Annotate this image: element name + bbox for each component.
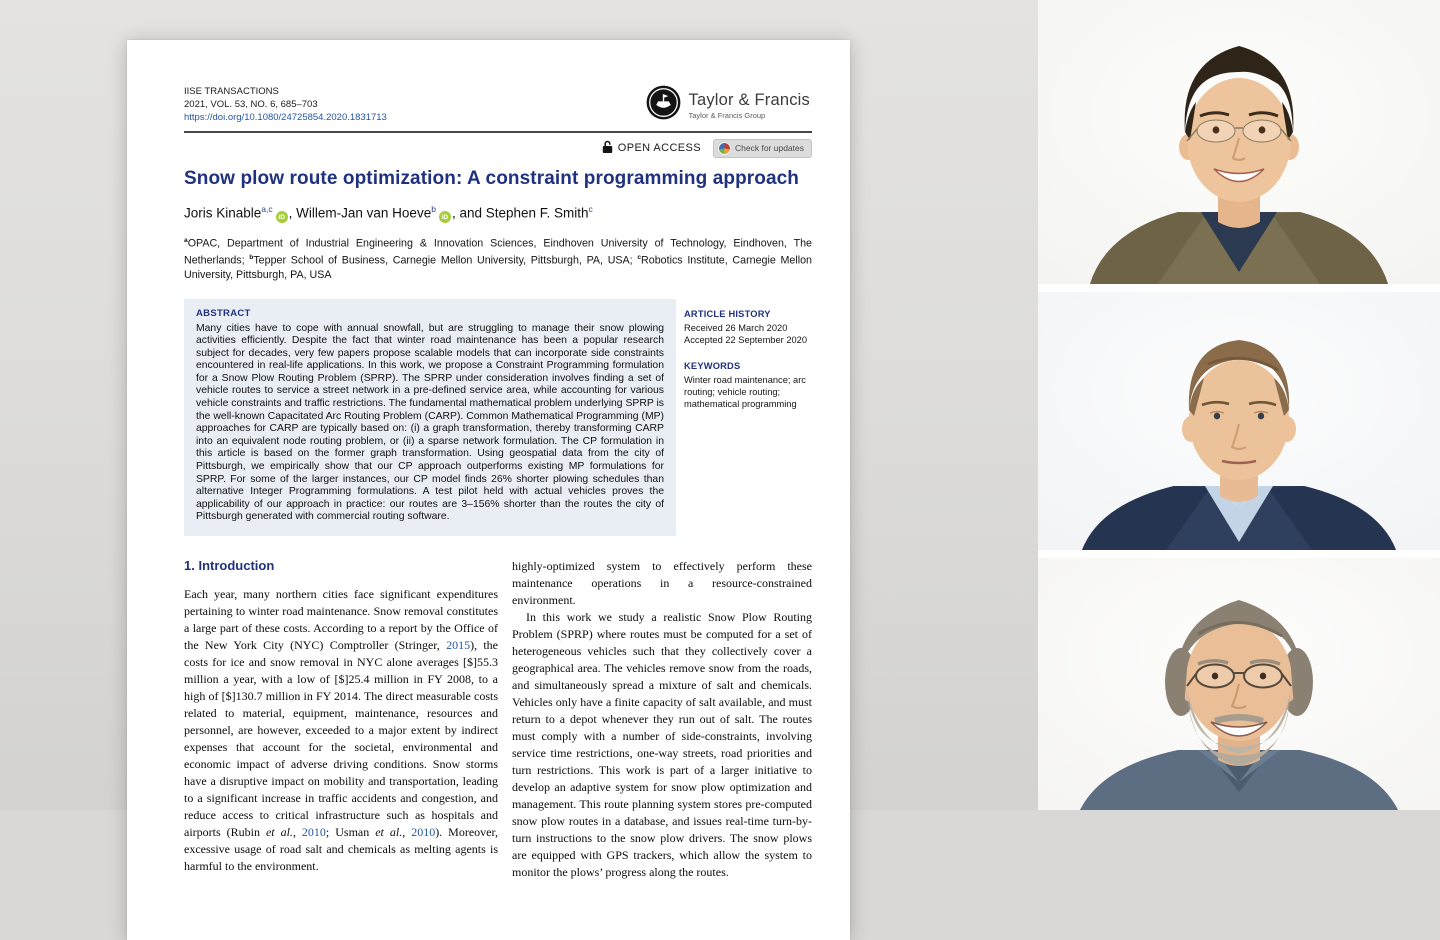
doi-link[interactable]: https://doi.org/10.1080/24725854.2020.1831713 [184,112,387,123]
article-history-heading: ARTICLE HISTORY [684,308,771,319]
article-history-dates [684,322,812,346]
orcid-icon[interactable]: iD [276,211,288,223]
author-photo-smith [1038,558,1440,810]
publisher-group: Taylor & Francis Group [688,110,766,120]
publisher-name: Taylor & Francis [688,90,810,109]
taylor-francis-logo [646,85,810,125]
right-column [512,558,812,881]
intro-paragraph-right-2: In this work we study a realistic Snow Plow Routing Problem (SPRP) where routes must be computed for a set of heterogeneous vehicles such that they collectively cover a geographical area. The vehicles remove snow from the roads, and simultaneously spread a mixture of salt and chemicals. Vehicles only have a finite capacity of salt available, and must return to a depot whenever they run out of salt. The routes must comply with a number of side-constraints, involving service time restrictions, one-way streets, road priorities and turn restrictions. This work is part of a larger initiative to develop an adaptive system for snow plow optimization and management. This route planning system stores pre-computed snow plow routes in a database, and issues real-time turn-by-turn instructions to the snow plow drivers. The snow plows are equipped with GPS trackers, which allow the system to monitor the plows’ progress along the routes. [512,610,812,880]
author-photos [1038,0,1440,810]
author-1-affil-sup: a,c [261,204,273,214]
journal-issue: 2021, VOL. 53, NO. 6, 685–703 [184,99,318,110]
portrait-1-illustration [1038,0,1440,284]
journal-info [184,85,387,124]
author-line [184,204,812,223]
intro-paragraph-left: Each year, many northern cities face significant expenditures pertaining to winter road maintenance. Snow removal constitutes a large part of these costs. According to a report by the Office of the New York City (NYC) Comptroller (Stringer, 2015), the costs for ice and snow removal in NYC alone averages [$]55.3 million a year, with a low of [$]25.4 million in FY 2008, to a high of [$]130.7 million in FY 2014. The direct measurable costs related to material, equipment, maintenance, resources and personnel, are however, exceeded to a major extent by indirect expenses that account for the societal, environmental and economic impact of adverse driving conditions. Snow storms have a disruptive impact on mobility and transportation, leading to a significant increase in traffic accidents and congestion, and reduce access to critical infrastructure such as hospitals and airports (Rubin et al., 2010; Usman et al., 2010). Moreover, excessive usage of road salt and chemicals as melting agents is harmful to the environment. [184,587,499,874]
page-header [184,85,812,125]
author-separator: , [288,205,297,221]
keywords-heading: KEYWORDS [684,360,741,371]
check-updates-label: Check for updates [735,143,804,153]
accepted-date: Accepted 22 September 2020 [684,334,808,345]
orcid-icon[interactable]: iD [439,211,451,223]
body-columns [184,558,812,881]
author-2-affil-sup: b [431,204,436,214]
article-title: Snow plow route optimization: A constraint programming approach [184,168,800,189]
open-access-label: OPEN ACCESS [617,142,702,154]
keywords-text: Winter road maintenance; arc routing; vehicle routing; mathematical programming [684,374,806,409]
abstract-row [184,299,812,537]
affiliations: $^a$OPAC, Department of Industrial Engineering & Innovation Sciences, Eindhoven University of Technology, Eindhoven, The Netherlands; $^b$Tepper School of Business, Carnegie Mellon University, Pittsburgh, PA, USA; $^c$Robotics Institute, Carnegie Mellon University, Pittsburgh, PA, USA [184,237,812,281]
author-3-affil-sup: c [588,204,593,214]
article-page [127,40,850,940]
author-photo-kinable [1038,0,1440,284]
open-lock-icon [602,140,613,157]
portrait-2-illustration [1038,292,1440,550]
open-access-badge [602,140,701,157]
abstract-box [184,299,676,537]
publisher-logo-icon [646,85,681,125]
left-column [184,558,498,881]
portrait-3-illustration [1038,558,1440,810]
author-separator: , and [451,205,486,221]
article-meta-sidebar [684,299,812,537]
abstract-heading: ABSTRACT [196,307,251,319]
intro-paragraph-right-1: highly-optimized system to effectively perform these maintenance operations in a resource-constrained environment. [512,559,812,608]
publisher-wordmark [689,91,810,120]
received-date: Received 26 March 2020 [684,322,788,333]
header-rule [184,131,812,133]
abstract-text: Many cities have to cope with annual snowfall, but are struggling to manage their snow plowing activities efficiently. Despite the fact that winter road maintenance has been a popular research subject for decades, very few papers propose scalable models that can incorporate side constraints encountered in real-life applications. In this work, we propose a Constraint Programming formulation for a Snow Plow Routing Problem (SPRP). The SPRP under consideration involves finding a set of vehicle routes to service a street network in a pre-defined service area, while accounting for various vehicle constraints and traffic restrictions. The fundamental mathematical problem underlying SPRP is the well-known Capacitated Arc Routing Problem (CARP). Common Mathematical Programming (MP) approaches for CARP are typically based on: (i) a graph transformation, thereby transforming CARP into an equivalent node routing problem, or (ii) a sparse network formulation. The CP formulation in this article is based on the former graph transformation. Using geospatial data from the city of Pittsburgh, we empirically show that our CP approach outperforms existing MP formulations for SPRP. For some of the larger instances, our CP model finds 26% shorter plowing schedules than alternative Integer Programming formulations. A test pilot held with actual vehicles proves the applicability of our approach in practice: our routes are 3–156% shorter than the routes the city of Pittsburgh generated with commercial routing software. [196,322,664,523]
author-3-name: Stephen F. Smith [485,205,589,221]
author-1-name: Joris Kinable [184,205,262,221]
badge-row [184,139,812,157]
check-for-updates-button[interactable] [713,139,812,158]
author-2-name: Willem-Jan van Hoeve [296,205,432,221]
crossmark-icon [718,142,731,155]
author-photo-van-hoeve [1038,292,1440,550]
journal-name: IISE TRANSACTIONS [184,86,279,97]
section-heading-introduction: 1. Introduction [184,558,275,574]
